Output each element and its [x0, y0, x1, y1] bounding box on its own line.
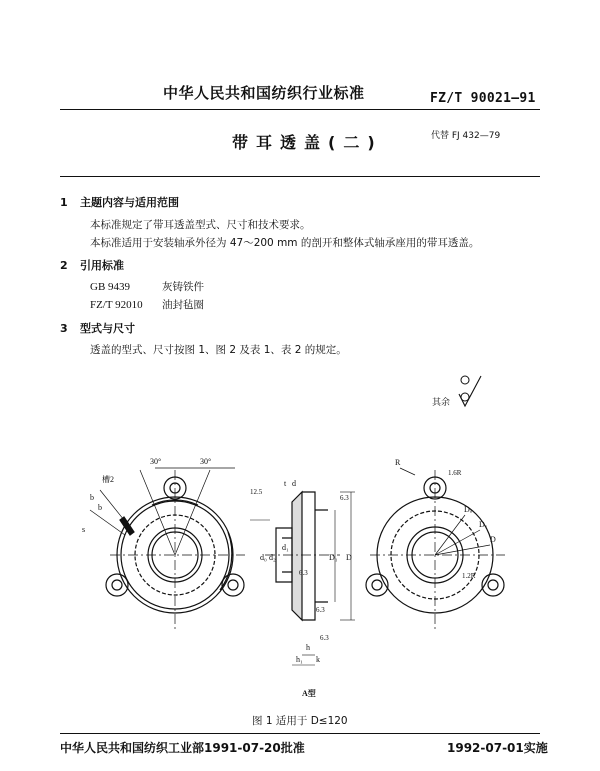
section-2-heading [60, 257, 124, 273]
document-title: 带耳透盖(二) [232, 133, 383, 152]
h1-top-label: 12.5 [250, 488, 263, 496]
roughness-note: 其余 [432, 398, 451, 408]
chamfer-1-label: 1.6R [448, 469, 462, 477]
right-plan-view [366, 468, 505, 630]
angle-left-label: 30° [150, 457, 162, 466]
section-title: 主题内容与适用范围 [80, 196, 179, 209]
implementation-text: 1992-07-01实施 [447, 741, 548, 755]
section-number: 1 [60, 196, 68, 209]
section-view [250, 492, 355, 665]
chamfer-2-label: 1.2R [462, 572, 476, 580]
angle-right-label: 30° [200, 457, 212, 466]
paragraph: 本标准适用于安装轴承外径为 47～200 mm 的剖开和整体式轴承座用的带耳透盖。 [90, 237, 480, 249]
roughness-symbol-icon [455, 372, 495, 412]
title-rule [60, 176, 540, 177]
paragraph: 本标准规定了带耳透盖型式、尺寸和技术要求。 [90, 219, 311, 231]
h1-label: h₁ [296, 655, 303, 664]
reference-code: GB 9439 [90, 281, 131, 293]
finish-mid-label: 6.3 [299, 569, 308, 577]
b1-label: b [98, 503, 102, 512]
R-label: R [395, 458, 401, 467]
issuing-organization: 中华人民共和国纺织行业标准 [163, 84, 365, 102]
slot-label: 槽2 [102, 475, 114, 484]
s-label: s [82, 525, 86, 534]
reference-item [90, 279, 204, 294]
finish-side-label: 6.3 [320, 634, 329, 642]
figure-1-drawing [70, 450, 540, 702]
h-label: h [306, 643, 310, 652]
D-right-label: D [490, 535, 496, 544]
D1-right-label: D₁ [479, 520, 488, 529]
standard-number: FZ/T 90021—91 [430, 91, 536, 106]
reference-code: FZ/T 92010 [90, 299, 143, 311]
replaces-standard: 代替 FJ 432—79 [431, 131, 501, 141]
d0-label: d₀ [260, 553, 267, 562]
finish-top-label: 6.3 [340, 494, 349, 502]
reference-name: 油封毡圈 [162, 299, 204, 311]
section-3-heading [60, 320, 135, 336]
finish-bottom-label: 6.3 [316, 606, 325, 614]
reference-item [90, 297, 204, 312]
k-label: k [316, 655, 320, 664]
section-1-heading [60, 194, 179, 210]
approval-text: 中华人民共和国纺织工业部1991-07-20批准 [60, 741, 305, 755]
section-title: 引用标准 [80, 259, 124, 272]
section-number: 2 [60, 259, 68, 272]
type-a-label: A型 [302, 689, 316, 698]
section-title: 型式与尺寸 [80, 322, 135, 335]
left-plan-view [90, 468, 245, 630]
section-number: 3 [60, 322, 68, 335]
reference-name: 灰铸铁件 [162, 281, 204, 293]
header-rule [60, 109, 540, 110]
d1-label: d₁ [282, 543, 289, 552]
figure-caption: 图 1 适用于 D≤120 [252, 715, 348, 727]
paragraph: 透盖的型式、尺寸按图 1、图 2 及表 1、表 2 的规定。 [90, 344, 347, 356]
d2-label: d₂ [269, 553, 276, 562]
d-small-label: d [292, 479, 296, 488]
t-label: t [284, 479, 287, 488]
D1-label: D₁ [329, 553, 338, 562]
footer-rule [60, 733, 540, 734]
D-label: D [346, 553, 352, 562]
b-label: b [90, 493, 94, 502]
Ds-label: Dₐ [464, 505, 472, 514]
